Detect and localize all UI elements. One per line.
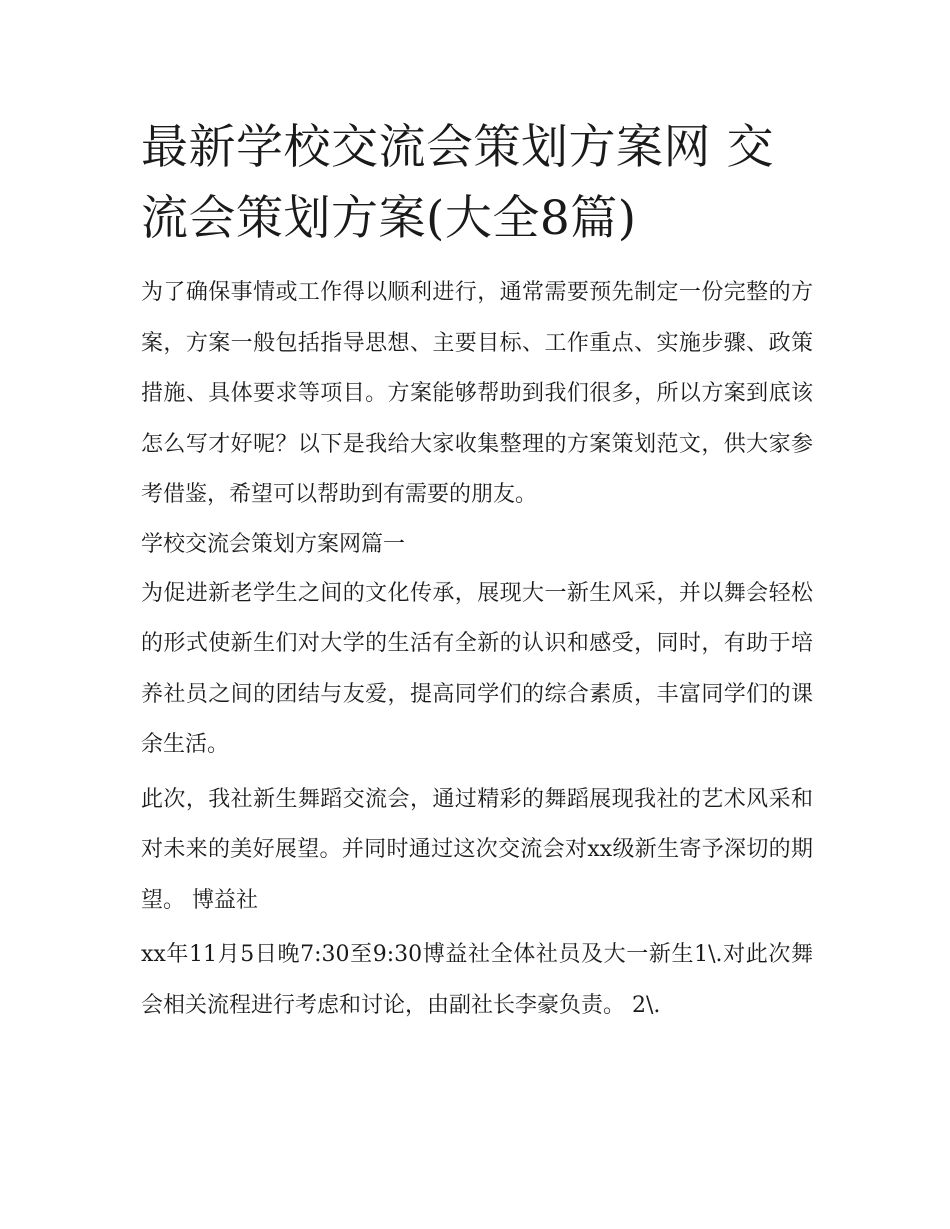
document-title: 最新学校交流会策划方案网 交流会策划方案(大全8篇) [141, 120, 774, 246]
document-page [141, 112, 813, 1031]
body-paragraph-theme: 此次，我社新生舞蹈交流会，通过精彩的舞蹈展现我社的艺术风采和对未来的美好展望。并同时通过这次交流会对xx级新生寄予深切的期望。 博益社 [141, 786, 813, 913]
section-heading: 学校交流会策划方案网篇一 [141, 531, 406, 557]
body-paragraph-schedule: xx年11月5日晚7:30至9:30博益社全体社员及大一新生1\.对此次舞会相关流程进行考虑和讨论，由副社长李豪负责。 2\. [141, 942, 813, 1018]
body-paragraph-purpose: 为促进新老学生之间的文化传承，展现大一新生风采，并以舞会轻松的形式使新生们对大学的生活有全新的认识和感受，同时，有助于培养社员之间的团结与友爱，提高同学们的综合素质，丰富同学们的课余生活。 [141, 580, 813, 757]
intro-paragraph: 为了确保事情或工作得以顺利进行，通常需要预先制定一份完整的方案，方案一般包括指导思想、主要目标、工作重点、实施步骤、政策措施、具体要求等项目。方案能够帮助到我们很多，所以方案到底该怎么写才好呢？以下是我给大家收集整理的方案策划范文，供大家参考借鉴，希望可以帮助到有需要的朋友。 [141, 280, 813, 507]
